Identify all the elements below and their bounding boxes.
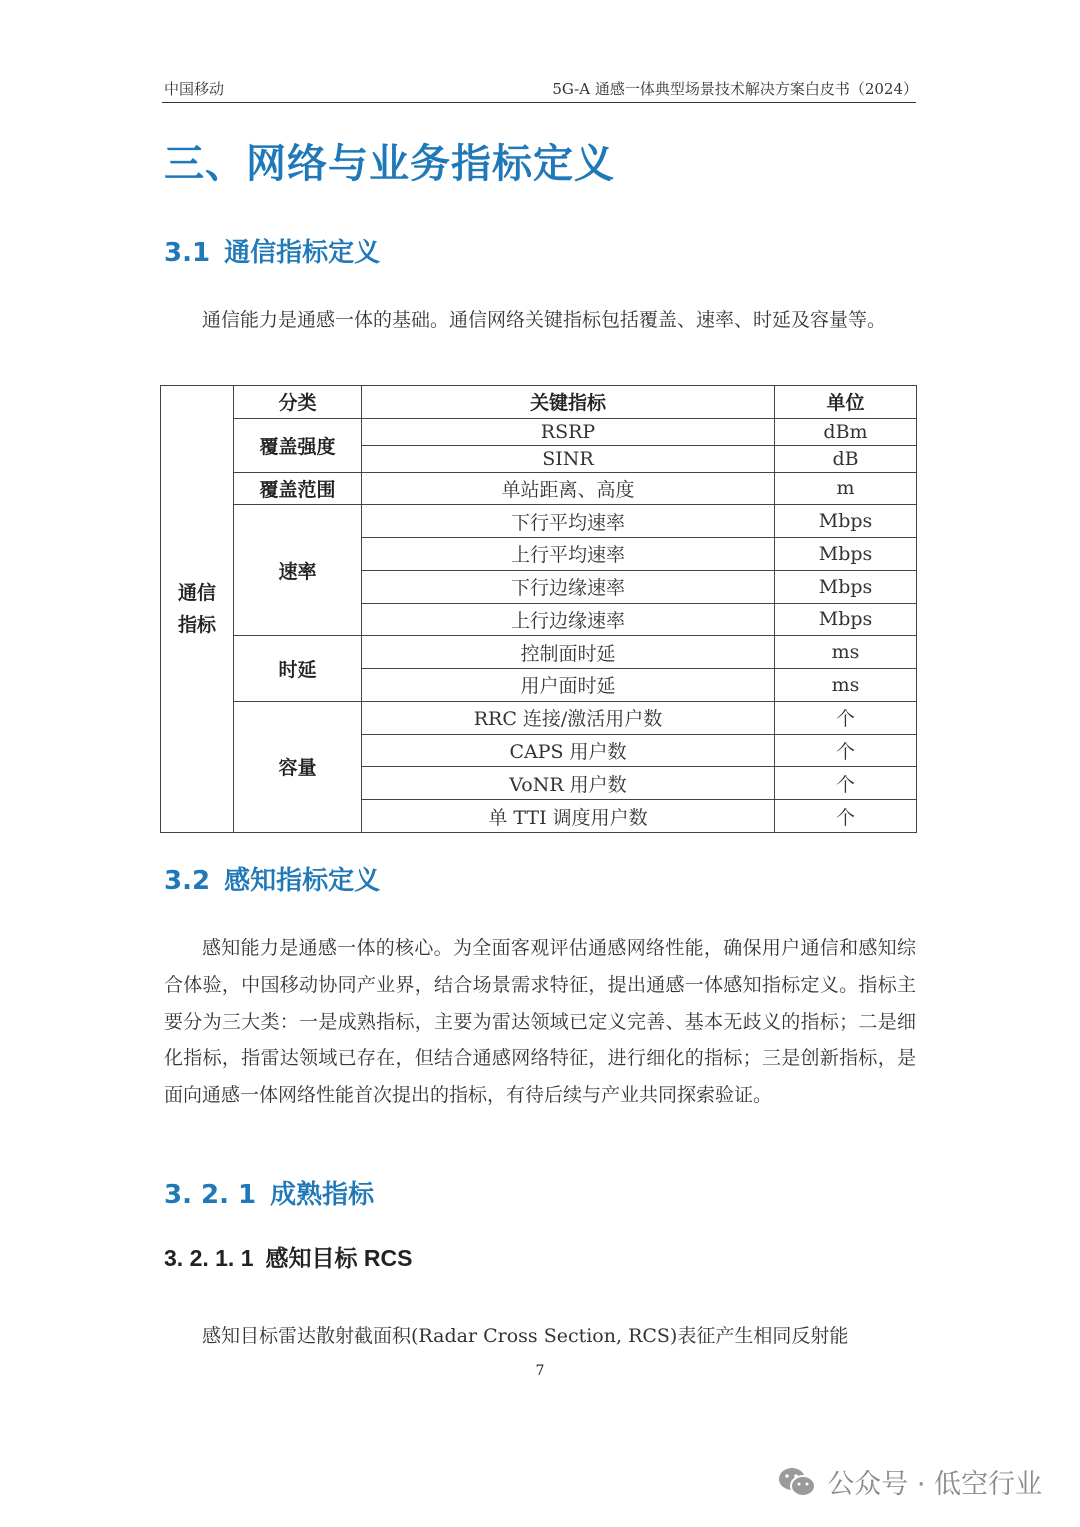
unit-cell: 个 (775, 800, 917, 833)
page-number: 7 (535, 1363, 545, 1379)
unit-cell: 个 (775, 701, 917, 734)
heading-3-2 (164, 860, 380, 897)
table-header-cell: 分类 (234, 386, 362, 419)
heading-text: 通信指标定义 (224, 238, 381, 268)
heading-3-2-1-1 (164, 1240, 412, 1273)
metric-cell: 下行平均速率 (362, 505, 775, 538)
unit-cell: Mbps (775, 538, 917, 571)
unit-cell: ms (775, 669, 917, 702)
paragraph-3-2-1-1: 感知目标雷达散射截面积(Radar Cross Section, RCS)表征产生相同反射能 (202, 1325, 849, 1347)
metric-cell: RSRP (362, 418, 775, 445)
heading-text: 感知指标定义 (224, 866, 381, 896)
metric-cell: VoNR 用户数 (362, 767, 775, 800)
watermark-text: 公众号 · 低空行业 (827, 1469, 1042, 1500)
category-cell: 覆盖范围 (234, 472, 362, 505)
heading-number: 3. 2. 1. 1 (164, 1245, 254, 1271)
metric-cell: CAPS 用户数 (362, 734, 775, 767)
unit-cell: Mbps (775, 505, 917, 538)
table-header-cell: 关键指标 (362, 386, 775, 419)
header-divider (162, 102, 916, 103)
unit-cell: 个 (775, 767, 917, 800)
unit-cell: dBm (775, 418, 917, 445)
unit-cell: dB (775, 445, 917, 472)
metric-cell: 用户面时延 (362, 669, 775, 702)
header-doc-title: 5G-A 通感一体典型场景技术解决方案白皮书（2024） (552, 80, 918, 98)
metric-cell: SINR (362, 445, 775, 472)
watermark (777, 1462, 1042, 1501)
group-label-cell (161, 386, 234, 833)
category-cell: 时延 (234, 636, 362, 702)
unit-cell: 个 (775, 734, 917, 767)
category-cell: 速率 (234, 505, 362, 636)
heading-text: 成熟指标 (270, 1180, 375, 1210)
metric-cell: 下行边缘速率 (362, 570, 775, 603)
unit-cell: ms (775, 636, 917, 669)
metric-cell: RRC 连接/激活用户数 (362, 701, 775, 734)
table-row (161, 505, 917, 538)
unit-cell: Mbps (775, 570, 917, 603)
wechat-icon (777, 1465, 817, 1499)
metric-cell: 上行平均速率 (362, 538, 775, 571)
table-row (161, 472, 917, 505)
group-label-line: 指标 (177, 614, 216, 636)
table-row (161, 701, 917, 734)
table-row (161, 636, 917, 669)
metric-cell: 控制面时延 (362, 636, 775, 669)
heading-number: 3. 2. 1 (164, 1180, 257, 1210)
heading-3-2-1 (164, 1174, 374, 1211)
table-header-cell: 单位 (775, 386, 917, 419)
comm-metrics-table (160, 385, 917, 833)
section-title: 三、网络与业务指标定义 (164, 141, 615, 187)
group-label-line: 通信 (177, 582, 216, 604)
unit-cell: m (775, 472, 917, 505)
category-cell: 容量 (234, 701, 362, 832)
header-org: 中国移动 (164, 80, 225, 98)
heading-text: 感知目标 RCS (265, 1245, 413, 1271)
heading-number: 3.1 (164, 238, 211, 268)
metric-cell: 单 TTI 调度用户数 (362, 800, 775, 833)
heading-3-1 (164, 232, 380, 269)
paragraph-3-2: 感知能力是通感一体的核心。为全面客观评估通感网络性能，确保用户通信和感知综合体验，中国移动协同产业界，结合场景需求特征，提出通感一体感知指标定义。指标主要分为三大类：一是成熟指标，主要为雷达领域已定义完善、基本无歧义的指标；二是细化指标，指雷达领域已存在，但结合通感网络特征，进行细化的指标；三是创新指标，是面向通感一体网络性能首次提出的指标，有待后续与产业共同探索验证。 (164, 937, 916, 1107)
metric-cell: 上行边缘速率 (362, 603, 775, 636)
metric-cell: 单站距离、高度 (362, 472, 775, 505)
unit-cell: Mbps (775, 603, 917, 636)
table-row (161, 418, 917, 445)
category-cell: 覆盖强度 (234, 418, 362, 472)
heading-number: 3.2 (164, 866, 211, 896)
table-header-row (161, 386, 917, 419)
paragraph-3-1: 通信能力是通感一体的基础。通信网络关键指标包括覆盖、速率、时延及容量等。 (202, 309, 887, 331)
